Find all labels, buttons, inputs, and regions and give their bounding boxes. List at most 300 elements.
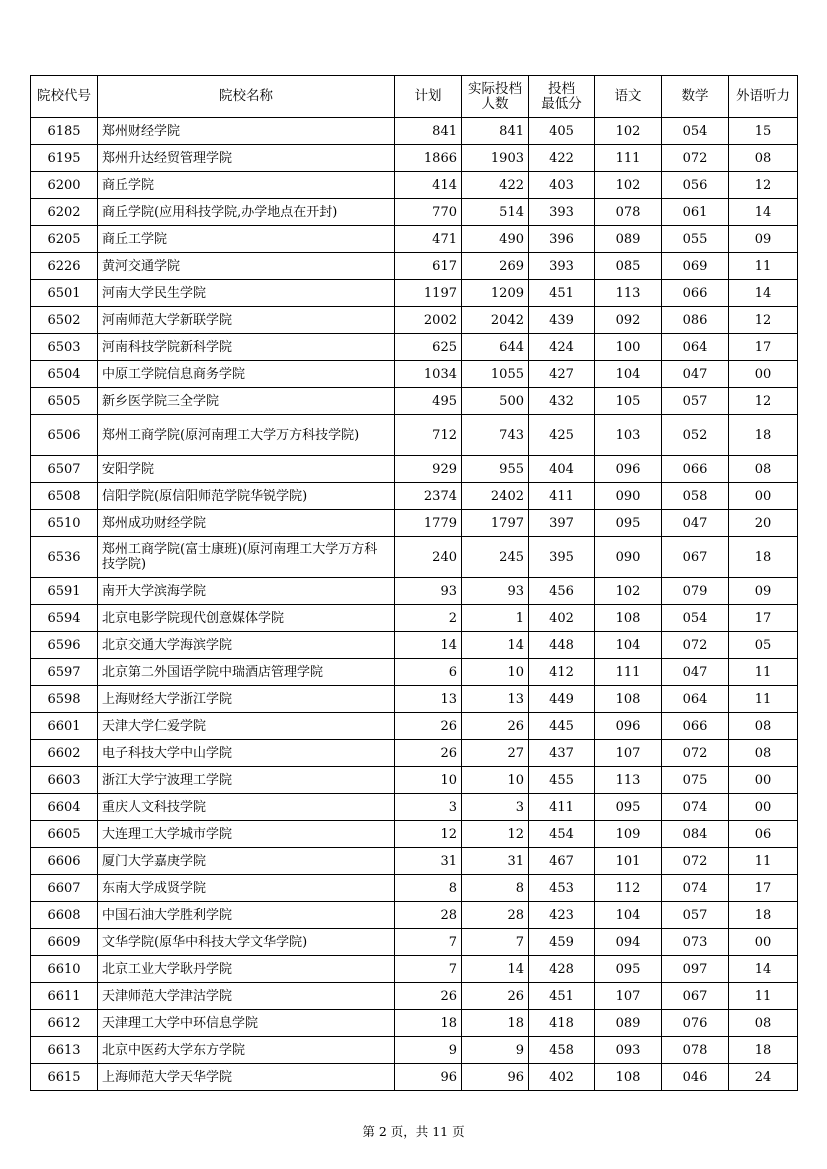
table-row <box>31 848 798 875</box>
cell-math: 054 <box>662 118 729 145</box>
cell-foreign: 11 <box>729 253 798 280</box>
cell-min-score: 456 <box>529 578 595 605</box>
cell-chinese: 090 <box>595 537 662 578</box>
table-row <box>31 483 798 510</box>
cell-chinese: 113 <box>595 767 662 794</box>
cell-actual: 8 <box>462 875 529 902</box>
table-row <box>31 361 798 388</box>
cell-foreign: 17 <box>729 605 798 632</box>
table-row <box>31 605 798 632</box>
cell-plan: 2002 <box>395 307 462 334</box>
cell-math: 084 <box>662 821 729 848</box>
cell-actual: 1209 <box>462 280 529 307</box>
cell-actual: 12 <box>462 821 529 848</box>
cell-plan: 1866 <box>395 145 462 172</box>
table-row <box>31 821 798 848</box>
cell-code: 6510 <box>31 510 98 537</box>
cell-min-score: 428 <box>529 956 595 983</box>
cell-plan: 31 <box>395 848 462 875</box>
header-row <box>31 76 798 118</box>
table-row <box>31 1010 798 1037</box>
header-actual-line1: 实际投档 <box>468 80 522 97</box>
table-row <box>31 794 798 821</box>
cell-school-name: 天津师范大学津沽学院 <box>98 983 395 1010</box>
cell-chinese: 102 <box>595 578 662 605</box>
cell-math: 056 <box>662 172 729 199</box>
cell-school-name: 北京交通大学海滨学院 <box>98 632 395 659</box>
cell-school-name: 安阳学院 <box>98 456 395 483</box>
table-row <box>31 172 798 199</box>
cell-min-score: 425 <box>529 415 595 456</box>
cell-code: 6200 <box>31 172 98 199</box>
cell-plan: 414 <box>395 172 462 199</box>
table-body <box>31 118 798 1091</box>
cell-min-score: 467 <box>529 848 595 875</box>
cell-chinese: 111 <box>595 659 662 686</box>
cell-chinese: 112 <box>595 875 662 902</box>
cell-school-name: 浙江大学宁波理工学院 <box>98 767 395 794</box>
cell-min-score: 455 <box>529 767 595 794</box>
table-row <box>31 537 798 578</box>
table-row <box>31 713 798 740</box>
cell-math: 067 <box>662 983 729 1010</box>
cell-actual: 10 <box>462 767 529 794</box>
cell-foreign: 06 <box>729 821 798 848</box>
table-row <box>31 253 798 280</box>
cell-min-score: 427 <box>529 361 595 388</box>
cell-foreign: 08 <box>729 1010 798 1037</box>
cell-school-name: 河南师范大学新联学院 <box>98 307 395 334</box>
cell-math: 054 <box>662 605 729 632</box>
table-row <box>31 118 798 145</box>
cell-math: 052 <box>662 415 729 456</box>
cell-school-name: 河南大学民生学院 <box>98 280 395 307</box>
cell-foreign: 15 <box>729 118 798 145</box>
cell-foreign: 11 <box>729 659 798 686</box>
cell-code: 6611 <box>31 983 98 1010</box>
cell-code: 6503 <box>31 334 98 361</box>
cell-code: 6615 <box>31 1064 98 1091</box>
cell-actual: 14 <box>462 632 529 659</box>
cell-actual: 26 <box>462 713 529 740</box>
cell-foreign: 17 <box>729 334 798 361</box>
cell-chinese: 096 <box>595 456 662 483</box>
cell-plan: 617 <box>395 253 462 280</box>
table-row <box>31 659 798 686</box>
cell-actual: 2402 <box>462 483 529 510</box>
table-row <box>31 875 798 902</box>
cell-math: 061 <box>662 199 729 226</box>
cell-actual: 644 <box>462 334 529 361</box>
cell-chinese: 102 <box>595 172 662 199</box>
cell-min-score: 454 <box>529 821 595 848</box>
table-row <box>31 280 798 307</box>
cell-actual: 13 <box>462 686 529 713</box>
cell-math: 057 <box>662 902 729 929</box>
header-min-line1: 投档 <box>548 80 575 97</box>
cell-foreign: 24 <box>729 1064 798 1091</box>
cell-school-name: 郑州升达经贸管理学院 <box>98 145 395 172</box>
cell-school-name: 北京中医药大学东方学院 <box>98 1037 395 1064</box>
cell-actual: 1 <box>462 605 529 632</box>
cell-chinese: 095 <box>595 794 662 821</box>
cell-plan: 625 <box>395 334 462 361</box>
cell-code: 6602 <box>31 740 98 767</box>
header-name: 院校名称 <box>98 76 395 118</box>
cell-min-score: 418 <box>529 1010 595 1037</box>
cell-actual: 26 <box>462 983 529 1010</box>
cell-school-name: 信阳学院(原信阳师范学院华锐学院) <box>98 483 395 510</box>
cell-code: 6601 <box>31 713 98 740</box>
cell-foreign: 14 <box>729 199 798 226</box>
cell-actual: 743 <box>462 415 529 456</box>
cell-foreign: 18 <box>729 537 798 578</box>
cell-school-name: 郑州工商学院(富士康班)(原河南理工大学万方科技学院) <box>98 537 395 578</box>
cell-school-name: 商丘学院 <box>98 172 395 199</box>
cell-foreign: 00 <box>729 767 798 794</box>
cell-plan: 240 <box>395 537 462 578</box>
cell-math: 047 <box>662 361 729 388</box>
cell-chinese: 090 <box>595 483 662 510</box>
cell-school-name: 新乡医学院三全学院 <box>98 388 395 415</box>
cell-math: 058 <box>662 483 729 510</box>
cell-min-score: 395 <box>529 537 595 578</box>
cell-math: 047 <box>662 510 729 537</box>
cell-actual: 93 <box>462 578 529 605</box>
cell-actual: 31 <box>462 848 529 875</box>
cell-foreign: 08 <box>729 145 798 172</box>
cell-foreign: 12 <box>729 388 798 415</box>
cell-math: 066 <box>662 713 729 740</box>
cell-foreign: 18 <box>729 1037 798 1064</box>
cell-chinese: 089 <box>595 226 662 253</box>
cell-code: 6205 <box>31 226 98 253</box>
cell-math: 072 <box>662 145 729 172</box>
cell-plan: 93 <box>395 578 462 605</box>
cell-plan: 841 <box>395 118 462 145</box>
cell-actual: 1797 <box>462 510 529 537</box>
cell-plan: 7 <box>395 929 462 956</box>
cell-foreign: 14 <box>729 956 798 983</box>
cell-math: 066 <box>662 456 729 483</box>
cell-actual: 269 <box>462 253 529 280</box>
cell-actual: 500 <box>462 388 529 415</box>
cell-min-score: 437 <box>529 740 595 767</box>
table-row <box>31 307 798 334</box>
cell-min-score: 411 <box>529 483 595 510</box>
cell-foreign: 08 <box>729 456 798 483</box>
cell-plan: 2374 <box>395 483 462 510</box>
cell-actual: 18 <box>462 1010 529 1037</box>
cell-school-name: 重庆人文科技学院 <box>98 794 395 821</box>
cell-foreign: 20 <box>729 510 798 537</box>
cell-code: 6504 <box>31 361 98 388</box>
cell-chinese: 105 <box>595 388 662 415</box>
cell-chinese: 095 <box>595 956 662 983</box>
cell-chinese: 109 <box>595 821 662 848</box>
cell-foreign: 00 <box>729 794 798 821</box>
cell-math: 064 <box>662 686 729 713</box>
cell-min-score: 411 <box>529 794 595 821</box>
cell-plan: 18 <box>395 1010 462 1037</box>
cell-code: 6597 <box>31 659 98 686</box>
cell-school-name: 天津理工大学中环信息学院 <box>98 1010 395 1037</box>
cell-chinese: 103 <box>595 415 662 456</box>
cell-plan: 471 <box>395 226 462 253</box>
cell-code: 6613 <box>31 1037 98 1064</box>
cell-code: 6591 <box>31 578 98 605</box>
cell-code: 6508 <box>31 483 98 510</box>
cell-min-score: 439 <box>529 307 595 334</box>
cell-plan: 712 <box>395 415 462 456</box>
cell-code: 6506 <box>31 415 98 456</box>
table-row <box>31 388 798 415</box>
cell-code: 6606 <box>31 848 98 875</box>
cell-foreign: 18 <box>729 902 798 929</box>
cell-chinese: 108 <box>595 605 662 632</box>
table-row <box>31 929 798 956</box>
cell-math: 069 <box>662 253 729 280</box>
cell-school-name: 商丘学院(应用科技学院,办学地点在开封) <box>98 199 395 226</box>
cell-school-name: 东南大学成贤学院 <box>98 875 395 902</box>
cell-actual: 1055 <box>462 361 529 388</box>
cell-chinese: 096 <box>595 713 662 740</box>
cell-school-name: 北京第二外国语学院中瑞酒店管理学院 <box>98 659 395 686</box>
cell-chinese: 113 <box>595 280 662 307</box>
cell-min-score: 412 <box>529 659 595 686</box>
cell-plan: 12 <box>395 821 462 848</box>
header-min-score <box>529 76 595 118</box>
cell-plan: 14 <box>395 632 462 659</box>
cell-chinese: 104 <box>595 361 662 388</box>
table-row <box>31 1064 798 1091</box>
table-row <box>31 415 798 456</box>
table-row <box>31 902 798 929</box>
cell-plan: 6 <box>395 659 462 686</box>
cell-foreign: 11 <box>729 983 798 1010</box>
cell-chinese: 078 <box>595 199 662 226</box>
cell-min-score: 432 <box>529 388 595 415</box>
cell-actual: 514 <box>462 199 529 226</box>
header-chinese: 语文 <box>595 76 662 118</box>
cell-foreign: 08 <box>729 713 798 740</box>
cell-math: 047 <box>662 659 729 686</box>
cell-school-name: 郑州财经学院 <box>98 118 395 145</box>
cell-actual: 9 <box>462 1037 529 1064</box>
cell-school-name: 电子科技大学中山学院 <box>98 740 395 767</box>
cell-code: 6612 <box>31 1010 98 1037</box>
header-code: 院校代号 <box>31 76 98 118</box>
cell-school-name: 大连理工大学城市学院 <box>98 821 395 848</box>
cell-code: 6505 <box>31 388 98 415</box>
cell-plan: 96 <box>395 1064 462 1091</box>
cell-school-name: 河南科技学院新科学院 <box>98 334 395 361</box>
cell-math: 072 <box>662 740 729 767</box>
cell-foreign: 11 <box>729 686 798 713</box>
cell-school-name: 上海财经大学浙江学院 <box>98 686 395 713</box>
cell-actual: 7 <box>462 929 529 956</box>
cell-foreign: 18 <box>729 415 798 456</box>
cell-min-score: 453 <box>529 875 595 902</box>
cell-code: 6502 <box>31 307 98 334</box>
cell-plan: 13 <box>395 686 462 713</box>
cell-math: 046 <box>662 1064 729 1091</box>
cell-foreign: 14 <box>729 280 798 307</box>
cell-plan: 1197 <box>395 280 462 307</box>
cell-min-score: 402 <box>529 1064 595 1091</box>
cell-math: 076 <box>662 1010 729 1037</box>
cell-plan: 929 <box>395 456 462 483</box>
cell-school-name: 郑州成功财经学院 <box>98 510 395 537</box>
cell-chinese: 092 <box>595 307 662 334</box>
cell-school-name: 北京工业大学耿丹学院 <box>98 956 395 983</box>
cell-code: 6608 <box>31 902 98 929</box>
cell-chinese: 104 <box>595 902 662 929</box>
cell-min-score: 393 <box>529 253 595 280</box>
header-foreign: 外语听力 <box>729 76 798 118</box>
cell-code: 6603 <box>31 767 98 794</box>
cell-math: 075 <box>662 767 729 794</box>
cell-foreign: 05 <box>729 632 798 659</box>
table-row <box>31 740 798 767</box>
cell-min-score: 405 <box>529 118 595 145</box>
table-row <box>31 226 798 253</box>
cell-plan: 3 <box>395 794 462 821</box>
cell-math: 073 <box>662 929 729 956</box>
header-actual-line2: 人数 <box>481 95 509 112</box>
cell-actual: 3 <box>462 794 529 821</box>
cell-chinese: 102 <box>595 118 662 145</box>
cell-min-score: 397 <box>529 510 595 537</box>
cell-actual: 96 <box>462 1064 529 1091</box>
cell-plan: 9 <box>395 1037 462 1064</box>
cell-chinese: 108 <box>595 686 662 713</box>
cell-actual: 28 <box>462 902 529 929</box>
cell-chinese: 089 <box>595 1010 662 1037</box>
table-row <box>31 1037 798 1064</box>
table-row <box>31 956 798 983</box>
cell-school-name: 黄河交通学院 <box>98 253 395 280</box>
cell-code: 6605 <box>31 821 98 848</box>
cell-code: 6604 <box>31 794 98 821</box>
cell-actual: 490 <box>462 226 529 253</box>
table-row <box>31 199 798 226</box>
table-row <box>31 145 798 172</box>
cell-math: 074 <box>662 794 729 821</box>
cell-plan: 28 <box>395 902 462 929</box>
table-row <box>31 334 798 361</box>
cell-foreign: 12 <box>729 172 798 199</box>
cell-plan: 10 <box>395 767 462 794</box>
cell-actual: 841 <box>462 118 529 145</box>
cell-plan: 26 <box>395 713 462 740</box>
table-row <box>31 456 798 483</box>
cell-code: 6195 <box>31 145 98 172</box>
cell-math: 066 <box>662 280 729 307</box>
cell-min-score: 402 <box>529 605 595 632</box>
cell-chinese: 107 <box>595 740 662 767</box>
table-row <box>31 632 798 659</box>
cell-chinese: 101 <box>595 848 662 875</box>
cell-min-score: 448 <box>529 632 595 659</box>
cell-chinese: 095 <box>595 510 662 537</box>
cell-code: 6536 <box>31 537 98 578</box>
cell-foreign: 00 <box>729 929 798 956</box>
cell-min-score: 404 <box>529 456 595 483</box>
cell-actual: 1903 <box>462 145 529 172</box>
header-min-line2: 最低分 <box>541 95 582 112</box>
cell-math: 086 <box>662 307 729 334</box>
table-row <box>31 510 798 537</box>
cell-school-name: 北京电影学院现代创意媒体学院 <box>98 605 395 632</box>
cell-school-name: 中国石油大学胜利学院 <box>98 902 395 929</box>
cell-school-name: 商丘工学院 <box>98 226 395 253</box>
cell-min-score: 445 <box>529 713 595 740</box>
cell-math: 072 <box>662 632 729 659</box>
cell-school-name: 厦门大学嘉庚学院 <box>98 848 395 875</box>
cell-code: 6226 <box>31 253 98 280</box>
header-plan: 计划 <box>395 76 462 118</box>
cell-code: 6202 <box>31 199 98 226</box>
page-number: 第 2 页，共 11 页 <box>362 1124 465 1139</box>
cell-code: 6610 <box>31 956 98 983</box>
cell-min-score: 449 <box>529 686 595 713</box>
cell-math: 078 <box>662 1037 729 1064</box>
cell-math: 072 <box>662 848 729 875</box>
cell-chinese: 108 <box>595 1064 662 1091</box>
cell-min-score: 422 <box>529 145 595 172</box>
cell-min-score: 423 <box>529 902 595 929</box>
cell-plan: 770 <box>395 199 462 226</box>
cell-actual: 955 <box>462 456 529 483</box>
cell-code: 6185 <box>31 118 98 145</box>
header-actual <box>462 76 529 118</box>
cell-math: 074 <box>662 875 729 902</box>
admissions-table <box>30 75 798 1091</box>
cell-actual: 27 <box>462 740 529 767</box>
cell-school-name: 南开大学滨海学院 <box>98 578 395 605</box>
cell-school-name: 郑州工商学院(原河南理工大学万方科技学院) <box>98 415 395 456</box>
cell-min-score: 451 <box>529 280 595 307</box>
cell-school-name: 上海师范大学天华学院 <box>98 1064 395 1091</box>
cell-math: 057 <box>662 388 729 415</box>
cell-foreign: 09 <box>729 226 798 253</box>
cell-chinese: 107 <box>595 983 662 1010</box>
cell-math: 055 <box>662 226 729 253</box>
cell-chinese: 094 <box>595 929 662 956</box>
cell-foreign: 09 <box>729 578 798 605</box>
cell-chinese: 085 <box>595 253 662 280</box>
cell-chinese: 111 <box>595 145 662 172</box>
cell-code: 6609 <box>31 929 98 956</box>
cell-min-score: 451 <box>529 983 595 1010</box>
cell-min-score: 458 <box>529 1037 595 1064</box>
cell-math: 097 <box>662 956 729 983</box>
cell-plan: 7 <box>395 956 462 983</box>
cell-school-name: 文华学院(原华中科技大学文华学院) <box>98 929 395 956</box>
cell-code: 6596 <box>31 632 98 659</box>
cell-actual: 10 <box>462 659 529 686</box>
cell-min-score: 403 <box>529 172 595 199</box>
cell-foreign: 00 <box>729 361 798 388</box>
cell-school-name: 中原工学院信息商务学院 <box>98 361 395 388</box>
cell-plan: 1779 <box>395 510 462 537</box>
cell-chinese: 093 <box>595 1037 662 1064</box>
table-row <box>31 686 798 713</box>
cell-math: 079 <box>662 578 729 605</box>
cell-school-name: 天津大学仁爱学院 <box>98 713 395 740</box>
cell-math: 067 <box>662 537 729 578</box>
